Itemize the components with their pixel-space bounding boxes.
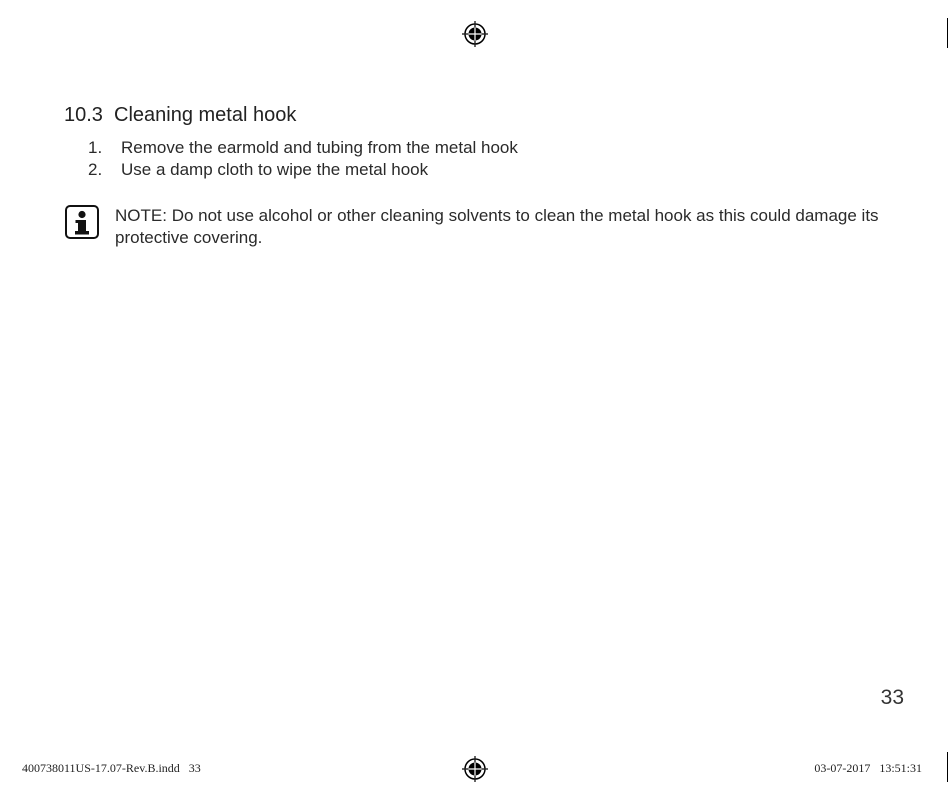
step-number: 1. xyxy=(88,138,103,157)
registration-mark-top-icon xyxy=(461,20,489,48)
section-title: Cleaning metal hook xyxy=(114,104,297,126)
note-body: Do not use alcohol or other cleaning solvents to clean the metal hook as this could damage its protective covering. xyxy=(115,206,879,247)
registration-mark-bottom-icon xyxy=(461,755,489,783)
trim-line-bottom xyxy=(947,752,948,782)
footer-date: 03-07-2017 xyxy=(814,761,871,775)
step-number: 2. xyxy=(88,160,103,179)
note-label: NOTE: xyxy=(115,206,167,225)
list-item xyxy=(88,137,518,159)
footer-timestamp xyxy=(814,761,922,776)
section-heading xyxy=(64,104,296,127)
steps-list xyxy=(88,137,518,181)
footer-time: 13:51:31 xyxy=(879,761,922,775)
section-number: 10.3 xyxy=(64,104,103,126)
footer-file-slug: 400738011US-17.07-Rev.B.indd 33 xyxy=(22,761,201,775)
step-text: Use a damp cloth to wipe the metal hook xyxy=(121,160,429,179)
info-icon xyxy=(65,205,99,239)
list-item xyxy=(88,159,518,181)
trim-line-top xyxy=(947,18,948,48)
page-number: 33 xyxy=(880,686,904,709)
note-text xyxy=(115,205,915,249)
step-text: Remove the earmold and tubing from the metal hook xyxy=(121,138,518,157)
